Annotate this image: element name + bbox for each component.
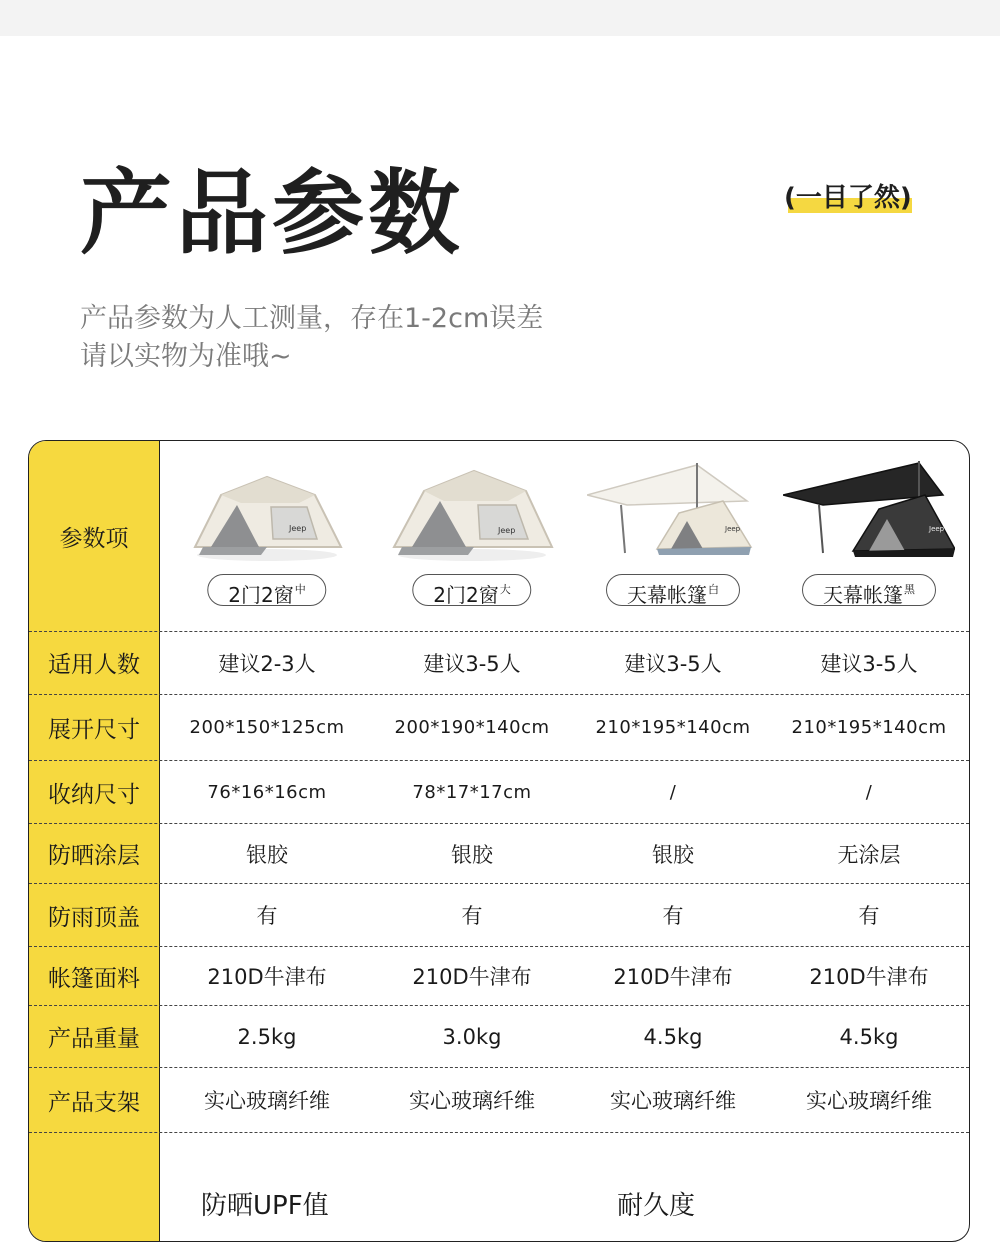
table-cell: 实心玻璃纤维 xyxy=(409,1089,535,1113)
cream-tent-icon xyxy=(386,455,558,565)
header-label: 参数项 xyxy=(59,525,129,552)
product-column-3 xyxy=(575,441,771,631)
product-column-2 xyxy=(374,441,570,631)
table-cell: 210D牛津布 xyxy=(207,965,327,989)
product-name-pill: 2门2窗$^中$ xyxy=(207,574,326,606)
product-column-1 xyxy=(169,441,365,631)
table-cell: 有 xyxy=(461,904,483,928)
table-cell: 210*195*140cm xyxy=(595,717,751,738)
tag-text: (一目了然) xyxy=(784,183,912,213)
table-row xyxy=(29,761,969,824)
table-cell: 78*17*17cm xyxy=(412,781,532,803)
top-strip xyxy=(0,0,1000,36)
table-cell: 2.5kg xyxy=(237,1024,297,1049)
table-cell: 实心玻璃纤维 xyxy=(610,1089,736,1113)
table-row xyxy=(29,947,969,1006)
table-cell: 有 xyxy=(662,904,684,928)
spec-table xyxy=(28,440,970,1242)
table-cell: 建议3-5人 xyxy=(423,651,521,676)
table-row xyxy=(29,1006,969,1068)
table-cell: 76*16*16cm xyxy=(207,781,327,803)
table-cell: 建议3-5人 xyxy=(624,651,722,676)
table-row xyxy=(29,695,969,761)
tent-logo: Jeep xyxy=(498,526,516,535)
table-cell: / xyxy=(669,781,677,803)
subtitle xyxy=(80,300,640,376)
table-cell: 无涂层 xyxy=(837,842,901,867)
white-canopy-tent-icon xyxy=(587,455,759,565)
table-cell: 实心玻璃纤维 xyxy=(806,1089,932,1113)
table-cell: 银胶 xyxy=(246,842,288,867)
row-label: 产品重量 xyxy=(48,1026,140,1052)
cream-tent-icon xyxy=(181,455,353,565)
table-row xyxy=(29,1068,969,1133)
table-cell: / xyxy=(865,781,873,803)
table-cell: 210D牛津布 xyxy=(809,965,929,989)
row-label: 展开尺寸 xyxy=(48,717,140,743)
table-cell: 210D牛津布 xyxy=(613,965,733,989)
tent-logo: Jeep xyxy=(725,525,741,533)
product-name-pill: 2门2窗$^大$ xyxy=(412,574,531,606)
table-cell: 4.5kg xyxy=(839,1024,899,1049)
partial-cell: 防晒UPF值 xyxy=(201,1191,329,1221)
table-cell: 实心玻璃纤维 xyxy=(204,1089,330,1113)
table-cell: 210D牛津布 xyxy=(412,965,532,989)
row-label: 防晒涂层 xyxy=(48,843,140,869)
table-cell: 4.5kg xyxy=(643,1024,703,1049)
table-cell: 建议3-5人 xyxy=(820,651,918,676)
product-header-row xyxy=(29,441,969,632)
table-cell: 银胶 xyxy=(451,842,493,867)
page-title: 产品参数 xyxy=(80,160,465,267)
row-label: 适用人数 xyxy=(48,652,140,678)
row-label: 帐篷面料 xyxy=(48,965,140,992)
table-row xyxy=(29,824,969,884)
subtitle-line: 请以实物为准哦~ xyxy=(80,341,292,372)
tent-logo: Jeep xyxy=(929,525,945,533)
table-row xyxy=(29,884,969,947)
table-cell: 200*150*125cm xyxy=(189,717,345,738)
product-name-pill: 天幕帐篷$^黑$ xyxy=(802,574,936,606)
table-cell: 200*190*140cm xyxy=(394,717,550,738)
title-tag xyxy=(782,183,914,213)
row-label: 防雨顶盖 xyxy=(48,904,140,931)
table-cell: 3.0kg xyxy=(442,1024,502,1049)
product-name-pill: 天幕帐篷$^白$ xyxy=(606,574,740,606)
table-cell: 有 xyxy=(256,904,278,928)
black-canopy-tent-icon xyxy=(783,455,955,565)
table-cell: 银胶 xyxy=(652,842,694,867)
row-label: 收纳尺寸 xyxy=(48,781,140,808)
table-row xyxy=(29,631,969,695)
product-column-4 xyxy=(771,441,967,631)
table-cell: 210*195*140cm xyxy=(791,717,947,738)
row-label: 产品支架 xyxy=(48,1089,140,1116)
partial-cell: 耐久度 xyxy=(617,1191,696,1221)
table-cell: 有 xyxy=(858,904,880,928)
table-cell: 建议2-3人 xyxy=(218,651,316,676)
tent-logo: Jeep xyxy=(289,524,307,533)
subtitle-line: 产品参数为人工测量，存在1-2cm误差 xyxy=(80,303,544,334)
